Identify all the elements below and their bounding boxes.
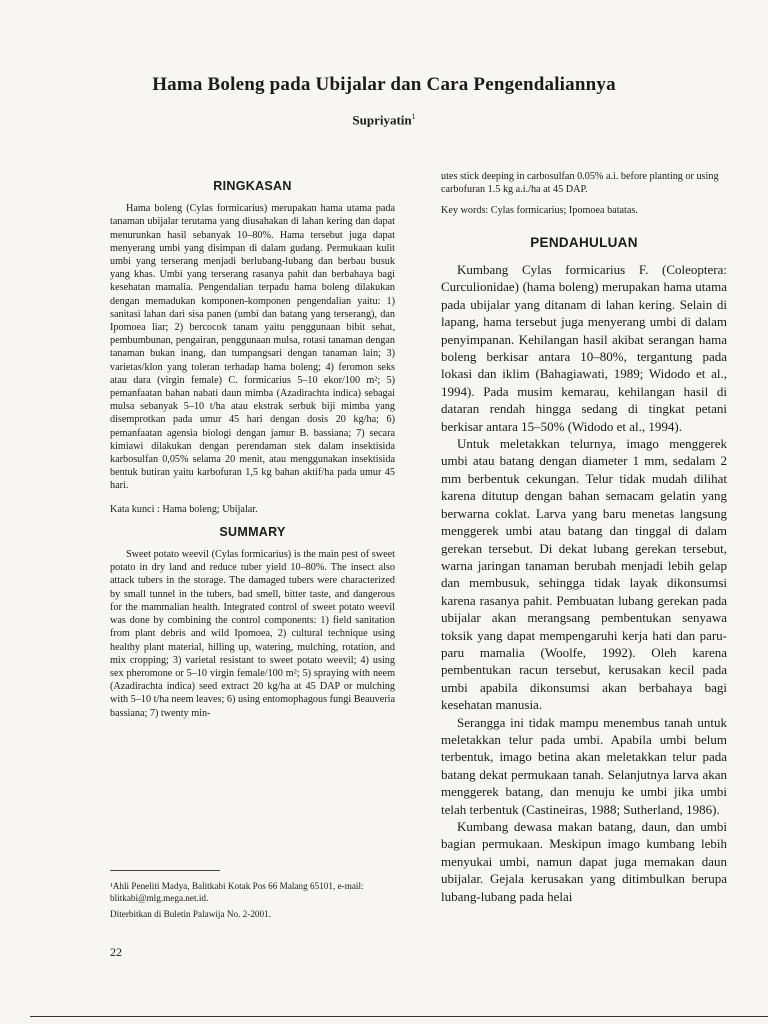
left-column: [110, 170, 395, 720]
pendahuluan-heading: PENDAHULUAN: [530, 234, 638, 250]
ringkasan-heading: RINGKASAN: [213, 179, 292, 193]
pendahuluan-paragraph-3: Serangga ini tidak mampu menembus tanah untuk meletakkan telur pada umbi. Apabila umbi belum terbentuk, imago betina akan meletakkan telur pada batang dekat permukaan tanah. Selanjutnya larva akan menggerek batang, dan menuju ke umbi jika umbi telah terbentuk (Castineiras, 1988; Sutherland, 1986).: [441, 714, 727, 817]
author-footnote-mark: 1: [411, 112, 416, 121]
kata-kunci: Kata kunci : Hama boleng; Ubijalar.: [110, 503, 258, 515]
pendahuluan-paragraph-1: Kumbang Cylas formicarius F. (Coleoptera: Curculionidae) (hama boleng) merupakan hama utama pada ubijalar yang ditanam di lahan kering. Selain di lapang, hama tersebut juga menyerang umbi di dalam penyimpanan. Kehilangan hasil akibat serangan hama boleng berkisar antara 10–80%, tergantung pada lokasi dan iklim (Bahagiawati, 1989; Widodo et al., 1994). Pada musim kemarau, kehilangan hasil di dataran rendah hingga sedang di tingkat petani berkisar antara 15–50% (Widodo et al., 1994).: [441, 262, 727, 434]
footnote-rule: [110, 870, 220, 871]
summary-heading: SUMMARY: [219, 524, 286, 539]
pendahuluan-paragraph-4: Kumbang dewasa makan batang, daun, dan umbi bagian permukaan. Meskipun imago kumbang lebih menyukai umbi, namun dapat juga memakan daun ubijalar. Gejala kerusakan yang ditimbulkan berupa lubang-lubang pada helai: [441, 819, 727, 904]
author-name: Supriyatin: [352, 112, 412, 128]
summary-text: Sweet potato weevil (Cylas formicarius) is the main pest of sweet potato in dry land and reduce tuber yield 10–80%. The insect also attack tubers in the storage. The damaged tubers were characterized by small tunnel in the tubers, bad smell, bitter taste, and dangerous for the mammalian health. Integrated control of sweet potato weevil was done by combining the control components: 1) field sanitation from plant debris and wild Ipomoea, 2) cultural technique using healthy plant material, hilling up, watering, mulching, rotation, and mix cropping; 3) varietal resistant to sweet potato weevil; 4) using sex pheromone or 5–10 virgin female/100 m²; 5) spraying with neem (Azadirachta indica) seed extract 20 kg/ha at 45 DAP or mulching with 5–10 t/ha neem leaves; 6) using entomophagous fungi Beauveria bassiana; 7) twenty min-: [110, 549, 395, 719]
summary-continuation: utes stick deeping in carbosulfan 0.05% a.i. before planting or using carbofuran 1.5 kg a.i./ha at 45 DAP.: [441, 171, 719, 196]
bottom-rule: [30, 1016, 768, 1017]
page-number: 22: [110, 945, 122, 959]
right-column: [441, 170, 727, 905]
footnote-published: Diterbitkan di Buletin Palawija No. 2-2001.: [110, 909, 272, 919]
pendahuluan-paragraph-2: Untuk meletakkan telurnya, imago menggerek umbi atau batang dengan diameter 1 mm, sedalam 2 mm berbentuk cekungan. Telur tidak mudah dilihat karena ditutup dengan bahan semacam gelatin yang berwarna coklat. Larva yang baru menetas langsung menggerek umbi atau batang dan tinggal di dalam gerekan tersebut. Di dekat lubang gerekan tersebut, warna jaringan tanaman berubah menjadi lebih gelap dan membusuk, sehingga tidak layak dikonsumsi karena rasanya pahit. Pembuatan lubang gerekan pada ubijalar akan merangsang pembentukan senyawa toksik yang dapat mempengaruhi kerja hati dan paru-paru mamalia (Woolfe, 1992). Oleh karena pembentukan racun tersebut, kerusakan kecil pada umbi apabila dikonsumsi akan berbahaya bagi kesehatan manusia.: [441, 436, 727, 713]
key-words: Key words: Cylas formicarius; Ipomoea batatas.: [441, 205, 638, 217]
ringkasan-text: Hama boleng (Cylas formicarius) merupakan hama utama pada tanaman ubijalar terutama yang diusahakan di lahan kering dan dapat menurunkan hasil sebanyak 10–80%. Hama tersebut juga dapat menyerang umbi yang disimpan di dalam gudang. Permukaan kulit umbi yang terserang menjadi berlubang-lubang dan berbau busuk yang khas. Umbi yang terserang rasanya pahit dan berbahaya bagi kesehatan mamalia. Pengendalian terpadu hama boleng dilakukan dengan memadukan komponen-komponen pengendalian yaitu: 1) sanitasi lahan dari sisa panen (umbi dan batang yang terserang), dan Ipomoea liar; 2) bercocok tanam yaitu penggunaan bibit sehat, pembumbunan, pengairan, penggunaan mulsa, rotasi tanaman dengan tanaman bukan inang, dan tumpangsari dengan tanaman lain; 3) varietas/klon yang toleran terhadap hama boleng; 4) feromon seks atau dara (virgin female) C. formicarius 5–10 ekor/100 m²; 5) pemanfaatan bahan nabati daun mimba (Azadirachta indica) sebagai mulsa sebanyak 5–10 t/ha atau ekstrak serbuk biji mimba yang disemprotkan pada umur 45 hari dengan dosis 20 kg/ha; 6) pemanfaatan agensia biologi dengan jamur B. bassiana; 7) secara kimiawi dilakukan dengan perendaman stek dalam insektisida karbosulfan 0,05% selama 20 menit, atau menggunakan insektisida bentuk butiran yaitu karbofuran 1,5 kg bahan aktif/ha pada umur 45 hari.: [110, 203, 395, 492]
author-line: [0, 112, 768, 128]
footnote-affiliation: ¹Ahli Peneliti Madya, Balitkabi Kotak Pos 66 Malang 65101, e-mail: blitkabi@mlg.mega.net.id.: [110, 881, 364, 903]
paper-title: Hama Boleng pada Ubijalar dan Cara Pengendaliannya: [152, 74, 616, 95]
